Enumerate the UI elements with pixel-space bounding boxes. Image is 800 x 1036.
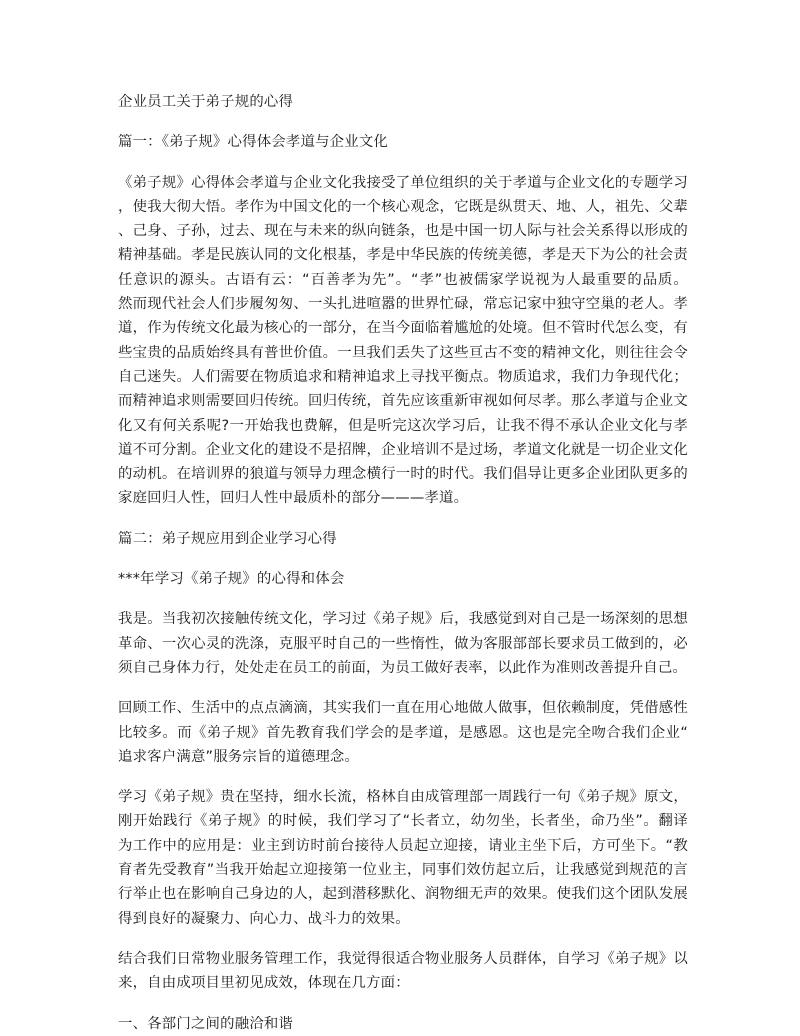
paragraph-d	[118, 947, 688, 996]
text-line: 些宝贵的品质始终具有普世价值。一旦我们丢失了这些亘古不变的精神文化，则往往会令	[118, 344, 688, 361]
text-line: 革命、一次心灵的洗涤，克服平时自己的一些惰性，做为客服部部长要求员工做到的，必	[118, 635, 688, 652]
text-line: 追求客户满意”服务宗旨的道德理念。	[118, 748, 360, 765]
paragraph-b	[118, 696, 688, 769]
text-line: ，使我大彻大悟。孝作为中国文化的一个核心观念，它既是纵贯天、地、人，祖先、父辈	[118, 198, 688, 215]
text-line: 行举止也在影响自己身边的人，起到潜移默化、润物细无声的效果。使我们这个团队发展	[118, 886, 688, 903]
text-line: 须自己身体力行，处处走在员工的前面，为员工做好表率，以此作为准则改善提升自己。	[118, 659, 688, 676]
text-line: 《弟子规》心得体会孝道与企业文化我接受了单位组织的关于孝道与企业文化的专题学习	[118, 174, 688, 191]
text-line: 而精神追求则需要回归传统。回归传统，首先应该重新审视如何尽孝。那么孝道与企业文	[118, 393, 688, 410]
text-line: 来，自由成项目里初见成效，体现在几方面：	[118, 975, 410, 992]
text-line: 任意识的源头。古语有云：“百善孝为先”。“孝”也被儒家学说视为人最重要的品质。	[118, 271, 688, 288]
text-line: 、己身、子孙，过去、现在与未来的纵向链条，也是中国一切人际与社会关系得以形成的	[118, 223, 688, 240]
paragraph-c	[118, 785, 688, 931]
text-line: 精神基础。孝是民族认同的文化根基，孝是中华民族的传统美德，孝是天下为公的社会责	[118, 247, 688, 264]
text-line: 回顾工作、生活中的点点滴滴，其实我们一直在用心地做人做事，但依赖制度，凭借感性	[118, 700, 688, 717]
text-line: 自己迷失。人们需要在物质追求和精神追求上寻找平衡点。物质追求，我们力争现代化；	[118, 368, 688, 385]
text-line: 道，作为传统文化最为核心的一部分，在当今面临着尴尬的处境。但不管时代怎么变，有	[118, 320, 688, 337]
text-line: 化又有何关系呢?一开始我也费解，但是听完这次学习后，让我不得不承认企业文化与孝	[118, 417, 688, 434]
section1-heading: 篇一：《弟子规》心得体会孝道与企业文化	[118, 134, 389, 151]
text-line: 刚开始践行《弟子规》的时候，我们学习了“长者立，幼勿坐，长者坐，命乃坐”。翻译	[118, 813, 688, 830]
text-line: 育者先受教育”当我开始起立迎接第一位业主，同事们效仿起立后，让我感觉到规范的言	[118, 862, 688, 879]
text-line: 我是。当我初次接触传统文化，学习过《弟子规》后，我感觉到对自己是一场深刻的思想	[118, 611, 688, 628]
text-line: 的动机。在培训界的狼道与领导力理念横行一时的时代。我们倡导让更多企业团队更多的	[118, 466, 688, 483]
text-line: 家庭回归人性，回归人性中最质朴的部分———孝道。	[118, 490, 469, 507]
text-line: 结合我们日常物业服务管理工作，我觉得很适合物业服务人员群体，自学习《弟子规》以	[118, 950, 688, 967]
paragraph-a	[118, 607, 688, 680]
text-line: 比较多。而《弟子规》首先教育我们学会的是孝道，是感恩。这也是完全吻合我们企业“	[118, 724, 688, 741]
text-line: 学习《弟子规》贵在坚持，细水长流，格林自由成管理部一周践行一句《弟子规》原文，	[118, 789, 688, 806]
document-title: 企业员工关于弟子规的心得	[118, 94, 294, 110]
text-line: 得到良好的凝聚力、向心力、战斗力的效果。	[118, 910, 410, 927]
text-line: 然而现代社会人们步履匆匆、一头扎进喧嚣的世界忙碌，常忘记家中独守空巢的老人。孝	[118, 296, 688, 313]
section2-subheading: ***年学习《弟子规》的心得和体会	[118, 571, 345, 588]
section2-heading: 篇二：弟子规应用到企业学习心得	[118, 530, 337, 547]
text-line: 为工作中的应用是：业主到访时前台接待人员起立迎接，请业主坐下后，方可坐下。“教	[118, 837, 688, 854]
text-line: 道不可分割。企业文化的建设不是招牌，企业培训不是过场，孝道文化就是一切企业文化	[118, 441, 688, 458]
section1-paragraph	[118, 171, 688, 511]
subheading-1: 一、各部门之间的融洽和谐	[118, 1015, 294, 1032]
